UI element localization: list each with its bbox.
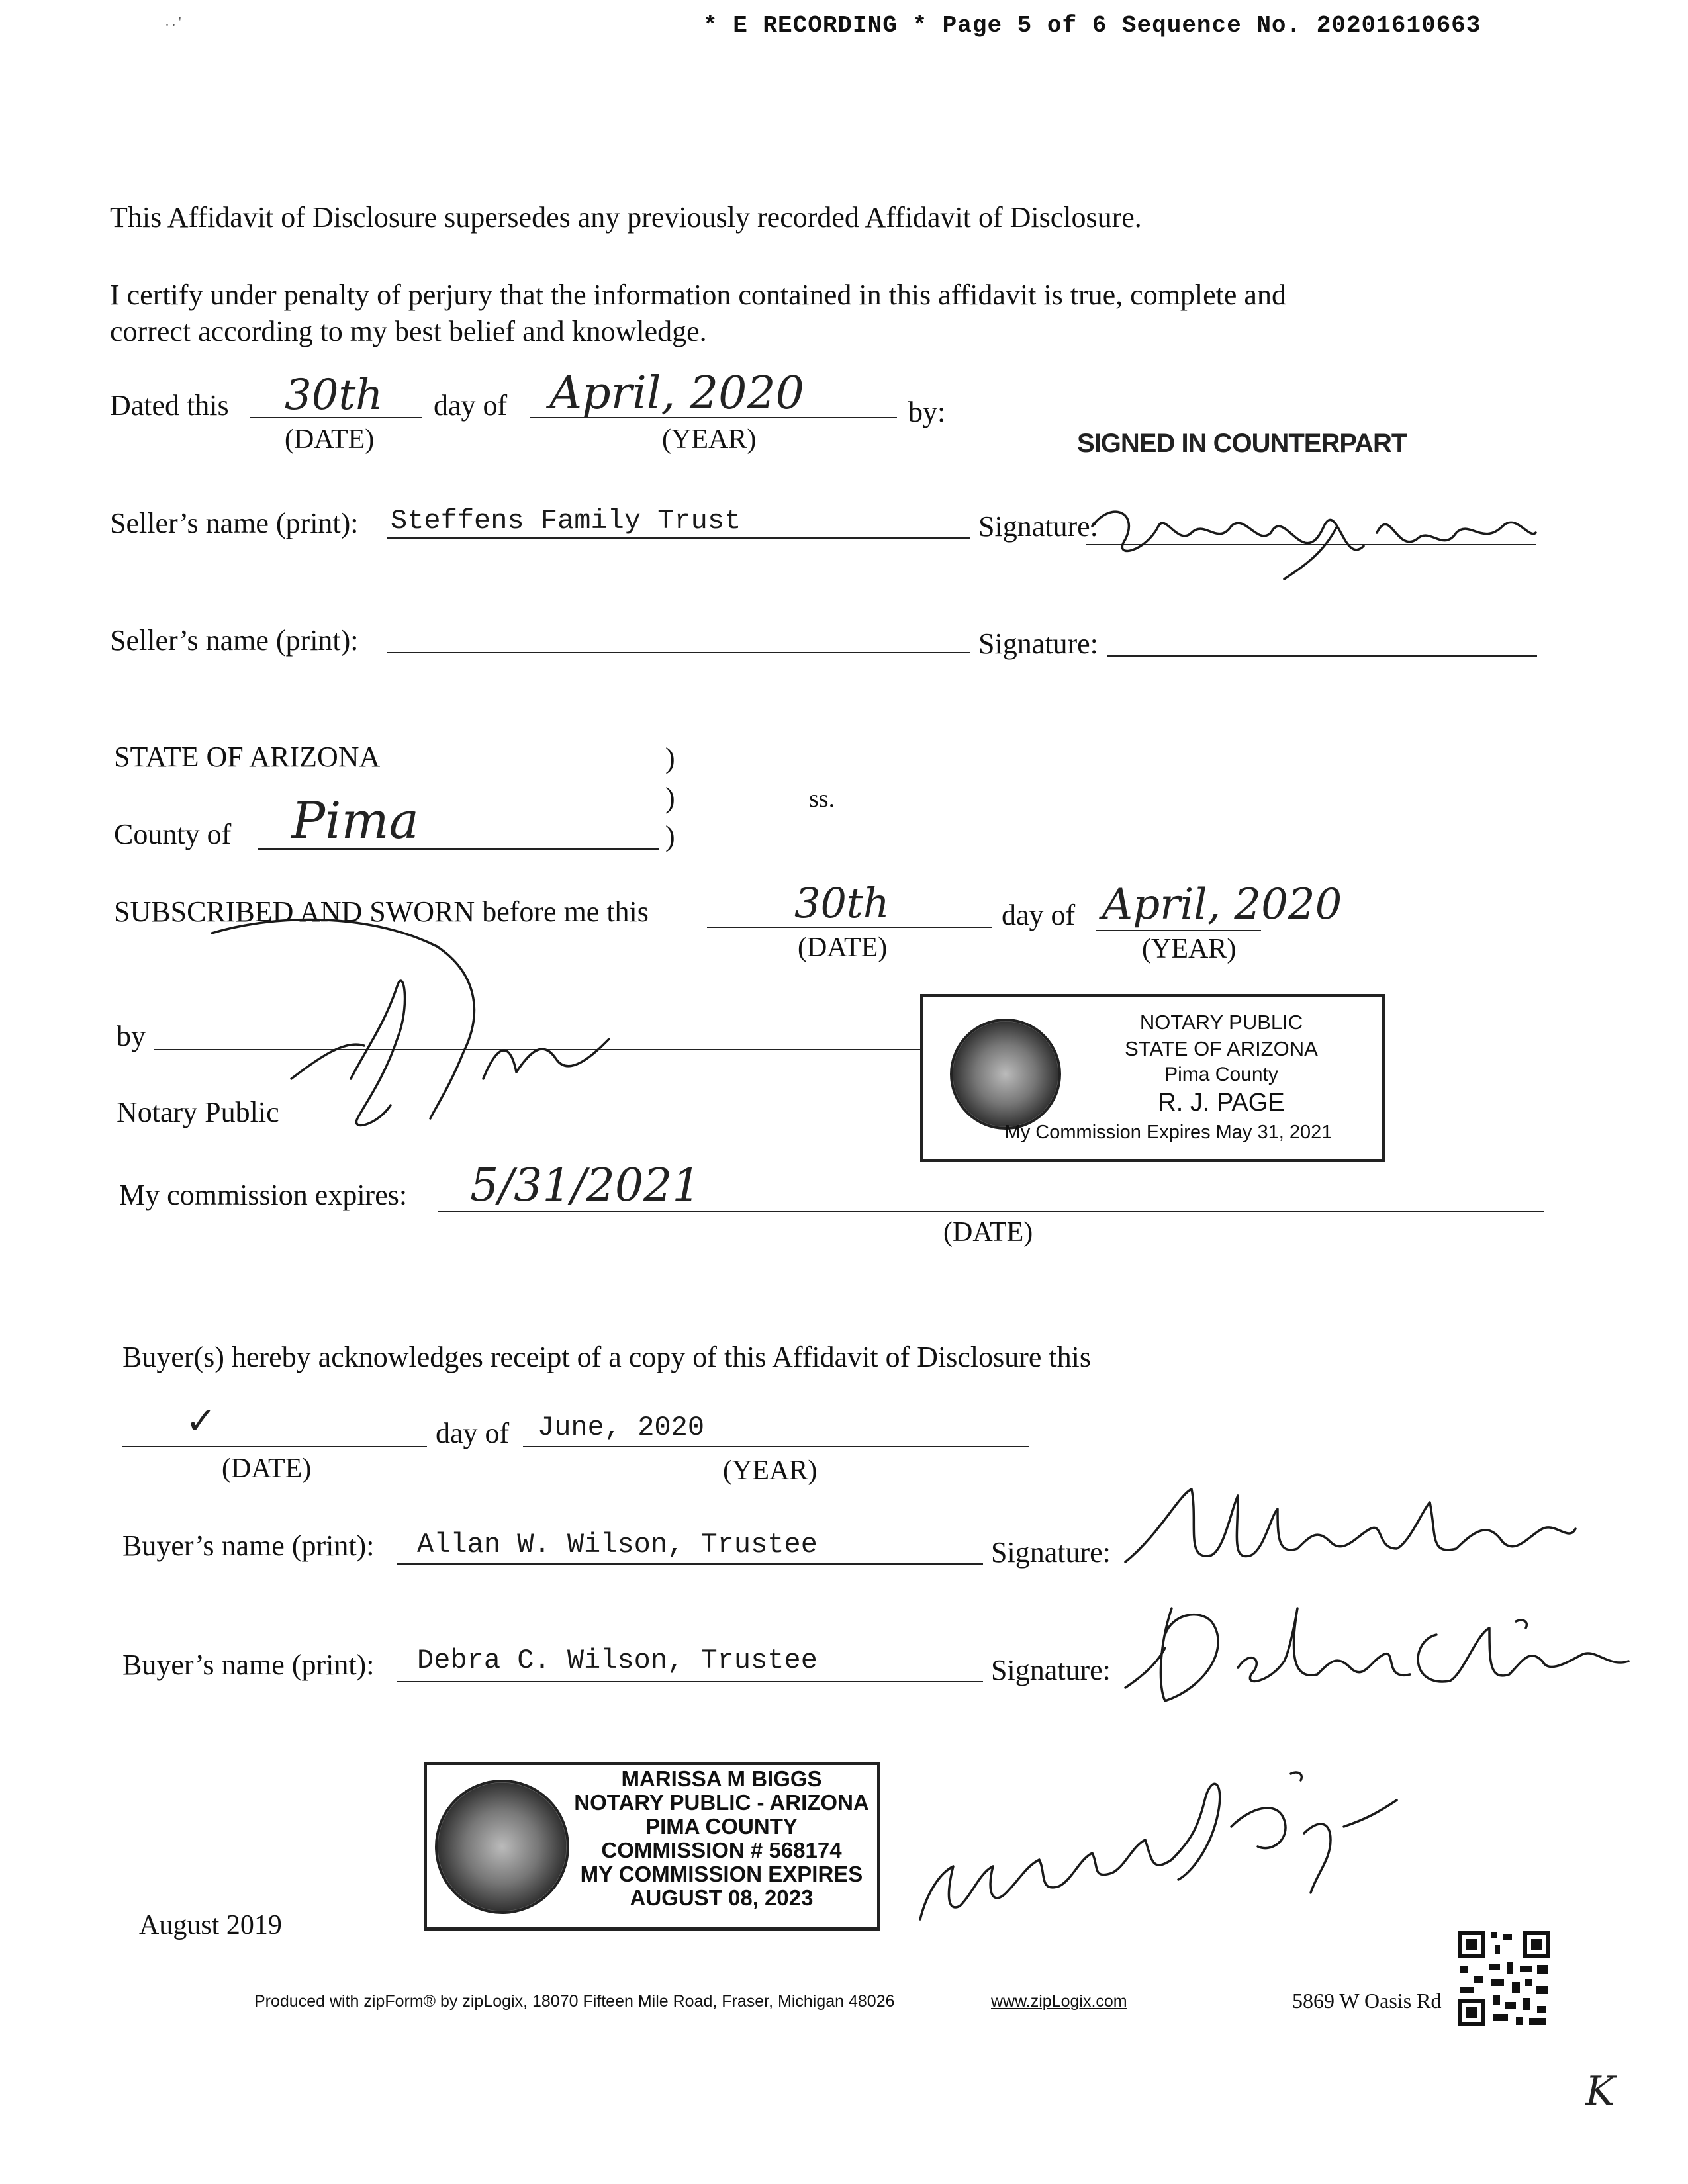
form-date: August 2019 <box>139 1910 282 1940</box>
buyer-ack-text: Buyer(s) hereby acknowledges receipt of a copy of this Affidavit of Disclosure this <box>122 1341 1091 1373</box>
county-value[interactable]: Pima <box>291 791 419 850</box>
certify-text-line2: correct according to my best belief and knowledge. <box>110 315 707 347</box>
notary-public-label: Notary Public <box>117 1096 279 1128</box>
dated-day-value[interactable]: 30th <box>285 371 383 420</box>
seller2-name-label: Seller’s name (print): <box>110 624 359 657</box>
dated-year-caption: (YEAR) <box>662 424 757 455</box>
seller1-name-value[interactable]: Steffens Family Trust <box>391 505 741 537</box>
stamp2-line2: NOTARY PUBLIC - ARIZONA <box>574 1790 869 1815</box>
buyer-day-line <box>122 1446 427 1447</box>
buyer-year-caption: (YEAR) <box>723 1455 818 1486</box>
bracket-3: ) <box>665 820 675 852</box>
county-label: County of <box>114 818 232 850</box>
notary-stamp-marissa-biggs <box>424 1762 880 1931</box>
stamp1-line4: R. J. PAGE <box>1158 1089 1285 1116</box>
arizona-seal-icon <box>435 1780 569 1914</box>
stamp2-line3: PIMA COUNTY <box>645 1814 798 1839</box>
stamp1-line2: STATE OF ARIZONA <box>1125 1037 1318 1060</box>
seller2-name-line <box>387 652 970 653</box>
buyer1-signature <box>1119 1482 1582 1588</box>
commission-value[interactable]: 5/31/2021 <box>470 1160 701 1212</box>
buyer2-name-line <box>397 1681 983 1682</box>
sworn-day-of-label: day of <box>1002 899 1076 931</box>
buyer-month-year-value[interactable]: June, 2020 <box>538 1412 705 1443</box>
buyer-date-caption: (DATE) <box>222 1453 312 1484</box>
notary-stamp-rj-page <box>920 994 1385 1162</box>
sworn-day-value[interactable]: 30th <box>794 879 890 927</box>
stamp1-line1: NOTARY PUBLIC <box>1139 1011 1303 1034</box>
bracket-2: ) <box>665 782 675 814</box>
buyer2-name-value[interactable]: Debra C. Wilson, Trustee <box>417 1645 818 1676</box>
signed-in-counterpart-stamp: SIGNED IN COUNTERPART <box>1077 429 1407 458</box>
commission-label: My commission expires: <box>119 1179 408 1211</box>
recording-header: * E RECORDING * Page 5 of 6 Sequence No. 20201610663 <box>703 12 1481 39</box>
stamp1-line5: My Commission Expires May 31, 2021 <box>1004 1122 1333 1143</box>
notary-signature <box>199 907 629 1145</box>
qr-code-icon <box>1456 1929 1552 2028</box>
seller1-signature <box>1086 486 1536 579</box>
dated-date-caption: (DATE) <box>285 424 375 455</box>
buyer-month-year-line <box>523 1446 1029 1447</box>
dated-by-label: by: <box>908 396 946 428</box>
property-address: 5869 W Oasis Rd <box>1292 1989 1442 2013</box>
bracket-1: ) <box>665 742 675 774</box>
scan-marks: . . ' <box>165 15 181 29</box>
supersedes-text: This Affidavit of Disclosure supersedes any previously recorded Affidavit of Disclosure. <box>110 201 1142 234</box>
state-label: STATE OF ARIZONA <box>114 741 381 773</box>
buyer1-signature-label: Signature: <box>991 1536 1111 1569</box>
commission-date-caption: (DATE) <box>943 1217 1033 1248</box>
buyer1-name-value[interactable]: Allan W. Wilson, Trustee <box>417 1529 818 1561</box>
arizona-seal-icon <box>950 1019 1061 1130</box>
stamp1-line3: Pima County <box>1164 1064 1278 1085</box>
buyer2-name-label: Buyer’s name (print): <box>122 1649 375 1681</box>
marissa-biggs-signature <box>914 1760 1417 1933</box>
buyer2-signature <box>1119 1595 1635 1714</box>
sworn-date-caption: (DATE) <box>798 933 888 963</box>
stamp2-line5: MY COMMISSION EXPIRES <box>580 1862 863 1886</box>
stamp2-line1: MARISSA M BIGGS <box>621 1766 822 1791</box>
sworn-month-year-value[interactable]: April, 2020 <box>1102 880 1342 929</box>
certify-text-line1: I certify under penalty of perjury that the information contained in this affidavit is true, complete and <box>110 279 1286 311</box>
seller2-signature-label: Signature: <box>978 627 1098 660</box>
buyer2-signature-label: Signature: <box>991 1654 1111 1686</box>
ss-label: ss. <box>809 785 835 813</box>
seller1-name-line <box>387 537 970 539</box>
sworn-label: SUBSCRIBED AND SWORN before me this <box>114 895 649 928</box>
notary-by-label: by <box>117 1020 146 1052</box>
stamp2-line6: AUGUST 08, 2023 <box>630 1886 814 1910</box>
dated-month-year-value[interactable]: April, 2020 <box>549 367 804 420</box>
buyer-day-of-label: day of <box>436 1417 510 1449</box>
dated-label: Dated this <box>110 389 229 422</box>
buyer1-name-label: Buyer’s name (print): <box>122 1529 375 1562</box>
sworn-month-year-line <box>1096 930 1261 931</box>
sworn-year-caption: (YEAR) <box>1142 934 1237 964</box>
produced-by-text: Produced with zipForm® by zipLogix, 18070 Fifteen Mile Road, Fraser, Michigan 48026 <box>254 1992 895 2011</box>
seller2-signature-line <box>1107 655 1537 657</box>
ziplogix-link[interactable]: www.zipLogix.com <box>991 1992 1127 2011</box>
dated-day-of-label: day of <box>434 389 508 422</box>
buyer1-name-line <box>397 1563 983 1565</box>
corner-initial-mark: K <box>1585 2068 1615 2115</box>
seller1-signature-label: Signature: <box>978 510 1098 543</box>
buyer-day-mark[interactable]: ✓ <box>185 1400 216 1443</box>
stamp2-line4: COMMISSION # 568174 <box>601 1838 842 1862</box>
seller1-name-label: Seller’s name (print): <box>110 507 359 539</box>
